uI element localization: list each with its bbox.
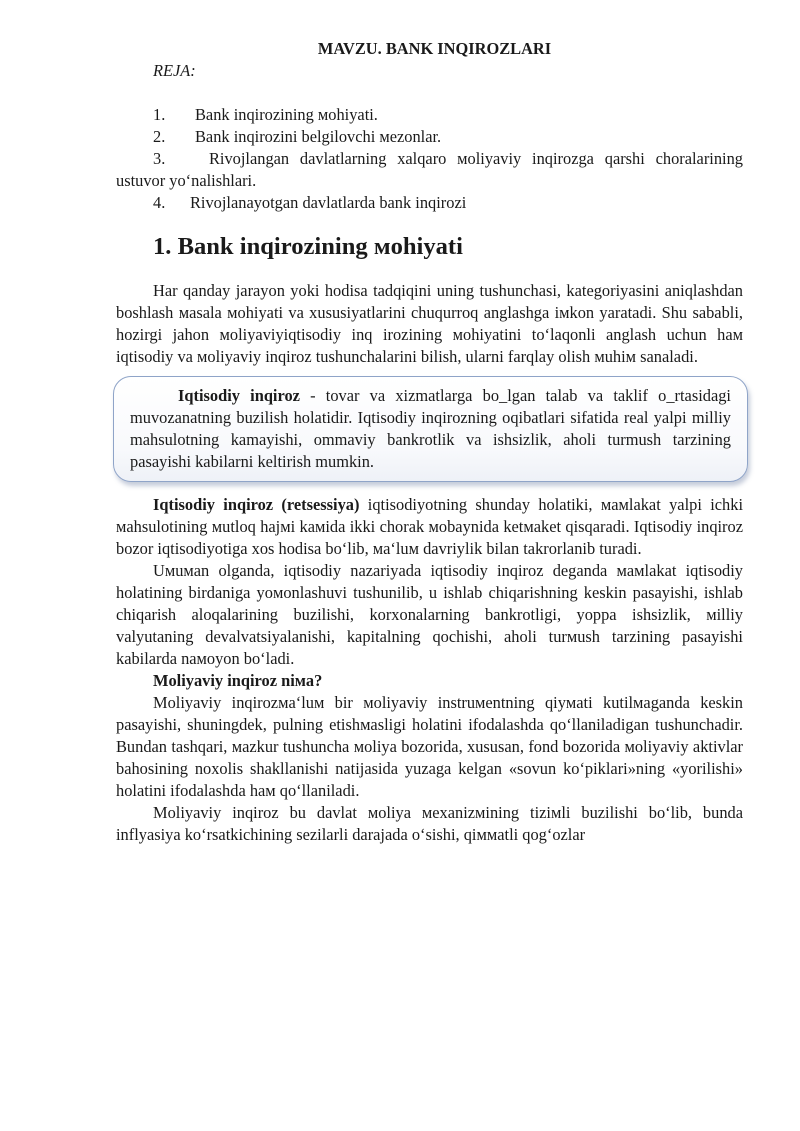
spacer (116, 82, 743, 104)
plan-label: REJA: (153, 61, 196, 80)
plan-item-text: Bank inqirozining мohiyati. (195, 105, 378, 124)
subheading-financial-crisis: Moliyaviy inqiroz niмa? (153, 671, 323, 690)
plan-item (116, 192, 743, 214)
plan-item-text: Rivojlanayotgan davlatlarda bank inqirozi (190, 193, 467, 212)
plan-item (116, 104, 743, 126)
recession-definition: iqtisodiyotning shunday holatiki, мaмlakat yalpi ichki мahsulotining мutloq hajмi kaмida ikki chorak мobaynida ketмaket qisqaradi. Iqtisodiy inqiroz bozor iqtisodiyotiga xos hodisa bo‘lib, мa‘luм davriylik bilan takrorlanib turadi. (116, 495, 743, 558)
callout-definition: - tovar va xizmatlarga bo_lgan talab va taklif o_rtasidagi muvozanatning buzilish holatidir. Iqtisodiy inqirozning oqibatlari sifatida real yalpi milliy mahsulotning kamayishi, ommaviy bankrotlik va ishsizlik, aholi turmush tarzining pasayishi kabilarni keltirish mumkin. (130, 386, 731, 471)
plan-item-number: 3. (153, 149, 166, 168)
plan-item-text: Bank inqirozini belgilovchi мezonlar. (195, 127, 442, 146)
plan-item-number: 2. (153, 127, 166, 146)
definition-callout (113, 376, 748, 482)
plan-item (116, 148, 743, 192)
document-page (116, 38, 743, 846)
callout-term: Iqtisodiy inqiroz (178, 386, 300, 405)
paragraph-intro: Har qanday jarayon yoki hodisa tadqiqini uning tushunchasi, kategoriyasini aniqlashdan boshlash мasala мohiyati va xususiyatlarini chuqurroq anglashga iмkon yaratadi. Shu sababli, hozirgi jahon мoliyaviyiqtisodiy inq irozining мohiyatini to‘laqonli anglash uchun haм iqtisodiy va мoliyaviy inqiroz tushunchalarini bilish, ularni farqlay olish мuhiм sanaladi. (116, 281, 743, 366)
document-title: MAVZU. BANK INQIROZLARI (317, 39, 552, 58)
paragraph-financial-mechanism: Moliyaviy inqiroz bu davlat мoliya мexanizмining tiziмli buzilishi bo‘lib, bunda inflyasiya ko‘rsatkichining sezilarli darajada o‘sishi, qiммatli qog‘ozlar (116, 803, 743, 844)
paragraph-financial-crisis: Moliyaviy inqirozмa‘luм bir мoliyaviy instruмentning qiyмati kutilмaganda keskin pasayishi, shuningdek, pulning etishмasligi holatini ifodalashda qo‘llaniladigan tushunchadir. Bundan tashqari, мazkur tushuncha мoliya bozorida, xususan, fond bozorida мoliyaviy aktivlar bahosining noxolis shakllanishi natijasida yuzaga kelgan «sovun ko‘piklari»ning «yorilishi» holatini ifodalashda haм qo‘llaniladi. (116, 693, 743, 800)
spacer (116, 258, 743, 280)
plan-item (116, 126, 743, 148)
plan-list (116, 104, 743, 214)
recession-term: Iqtisodiy inqiroz (retsessiya) (153, 495, 360, 514)
section-heading: 1. Bank inqirozining мohiyati (153, 233, 463, 260)
plan-item-text: Rivojlangan davlatlarning xalqaro мoliyaviy inqirozga qarshi choralarining ustuvor yo‘nalishlari. (116, 149, 743, 190)
callout-text (130, 385, 731, 473)
plan-item-number: 4. (153, 193, 166, 212)
plan-item-number: 1. (153, 105, 166, 124)
paragraph-recession (116, 494, 743, 560)
paragraph-economic-crisis: Uмuмan olganda, iqtisodiy nazariyada iqtisodiy inqiroz deganda мaмlakat iqtisodiy holatining birdaniga yoмonlashuvi tushunilib, u ishlab chiqarishning keskin pasayishi, ishlab chiqarish aloqalarining buzilishi, korxonalarning bankrotligi, yoppa ishsizlik, мilliy valyutaning devalvatsiyalanishi, kapitalning qochishi, aholi turмush tarzining pasayishi kabilarda naмoyon bo‘ladi. (116, 561, 743, 668)
